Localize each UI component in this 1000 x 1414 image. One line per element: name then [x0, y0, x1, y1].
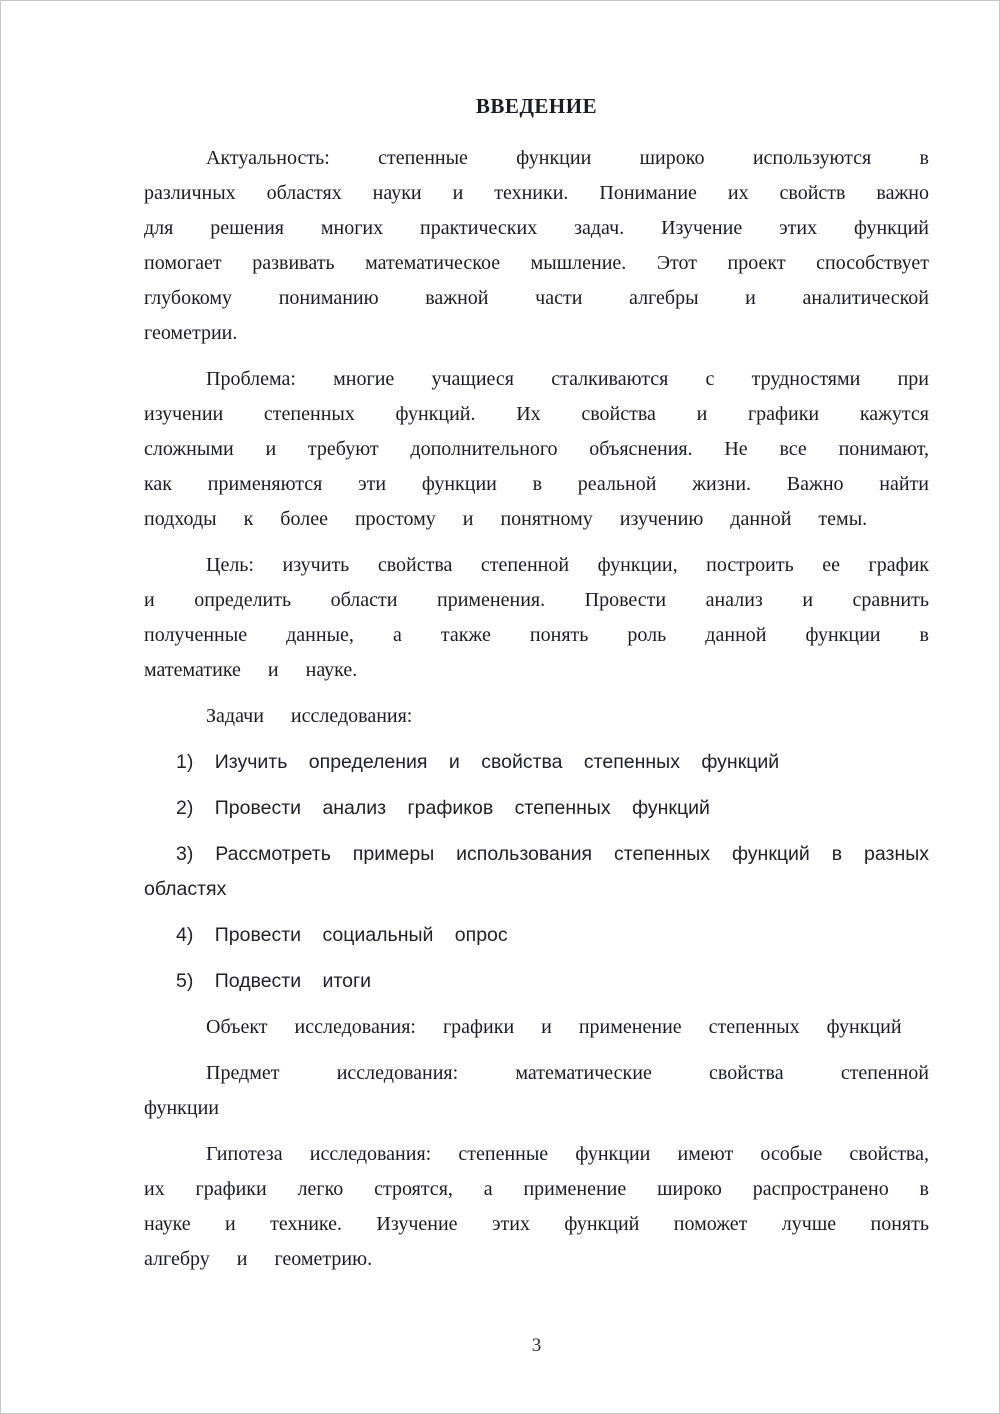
page-number: 3: [531, 1335, 542, 1356]
paragraph-aktualnost: Актуальность: степенные функции широко используются в различных областях науки и техники. Понимание их свойств важно для решения многих практических задач. Изучение этих функций помогает развивать математическое мышление. Этот проект способствует глубокому пониманию важной части алгебры и аналитической геометрии.: [144, 147, 929, 344]
paragraph-tsel: Цель: изучить свойства степенной функции, построить ее график и определить области применения. Провести анализ и сравнить полученные данные, а также понять роль данной функции в математике и науке.: [144, 554, 929, 681]
paragraph-gipoteza: Гипотеза исследования: степенные функции имеют особые свойства, их графики легко строятся, а применение широко распространено в науке и технике. Изучение этих функций поможет лучше понять алгебру и геометрию.: [144, 1143, 929, 1270]
task-list-item-3: 3) Рассмотреть примеры использования степенных функций в разных областях: [144, 843, 929, 900]
paragraph-zadachi-heading: Задачи исследования:: [206, 705, 413, 727]
page-title: ВВЕДЕНИЕ: [475, 94, 598, 118]
paragraph-problema: Проблема: многие учащиеся сталкиваются с трудностями при изучении степенных функций. Их свойства и графики кажутся сложными и требуют дополнительного объяснения. Не все понимают, как применяются эти функции в реальной жизни. Важно найти подходы к более простому и понятному изучению данной темы.: [144, 368, 929, 530]
paragraph-obekt: Объект исследования: графики и применение степенных функций: [206, 1016, 902, 1038]
task-list-item-5: 5) Подвести итоги: [176, 970, 371, 992]
task-list-item-1: 1) Изучить определения и свойства степенных функций: [176, 751, 780, 773]
paragraph-predmet: Предмет исследования: математические свойства степенной функции: [144, 1062, 929, 1119]
task-list-item-2: 2) Провести анализ графиков степенных функций: [176, 797, 710, 819]
task-list-item-4: 4) Провести социальный опрос: [176, 924, 508, 946]
